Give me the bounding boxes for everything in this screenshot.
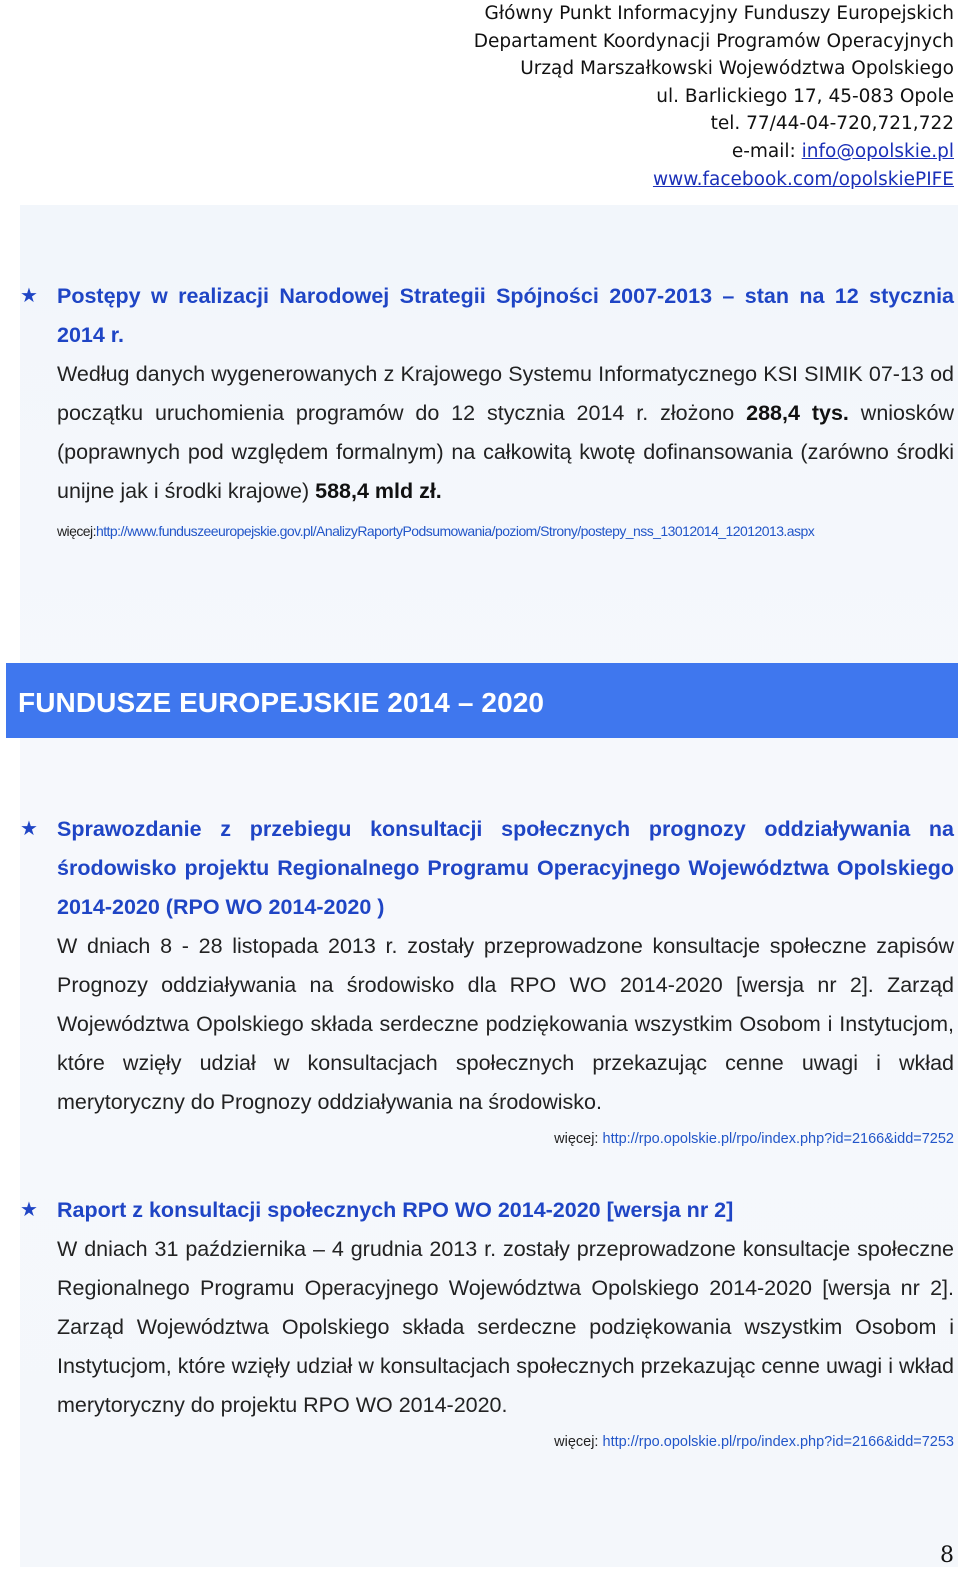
- funding-amount: 588,4 mld zł.: [315, 479, 442, 503]
- star-icon: ★: [20, 818, 38, 840]
- news-section-2: [0, 810, 960, 1150]
- more-line: [57, 520, 954, 542]
- page-number: 8: [940, 1543, 954, 1568]
- more-label: więcej:: [554, 1434, 603, 1450]
- more-line: [57, 1128, 954, 1150]
- more-link[interactable]: http://rpo.opolskie.pl/rpo/index.php?id=2166&idd=7252: [602, 1131, 954, 1147]
- header-department-line: Departament Koordynacji Programów Operacyjnych: [473, 30, 954, 52]
- news-item: [0, 1191, 960, 1453]
- header-office-line: Urząd Marszałkowski Województwa Opolskiego: [520, 58, 954, 80]
- header-org-line: Główny Punkt Informacyjny Funduszy Europejskich: [484, 3, 954, 24]
- more-label: więcej:: [554, 1131, 603, 1147]
- news-section-3: [0, 1191, 960, 1453]
- news-section-1: [0, 277, 960, 542]
- email-link[interactable]: info@opolskie.pl: [801, 140, 954, 162]
- header-email-line: [474, 138, 954, 166]
- more-line: [57, 1431, 954, 1453]
- news-item: [0, 277, 960, 542]
- news-body: W dniach 31 października – 4 grudnia 2013 r. zostały przeprowadzone konsultacje społeczne Regionalnego Programu Operacyjnego Województwa Opolskiego 2014-2020 [wersja nr 2]. Zarząd Województwa Opolskiego składa serdeczne podziękowania wszystkim Osobom i Instytucjom, które wzięły udział w konsultacjach społecznych przekazując cenne uwagi i wkład merytoryczny do projektu RPO WO 2014-2020.: [57, 1237, 954, 1417]
- header-phone-line: tel. 77/44-04-720,721,722: [710, 113, 954, 135]
- news-title: Raport z konsultacji społecznych RPO WO 2014-2020 [wersja nr 2]: [57, 1198, 734, 1222]
- facebook-link[interactable]: www.facebook.com/opolskiePIFE: [652, 168, 954, 190]
- header-address-line: ul. Barlickiego 17, 45-083 Opole: [656, 85, 954, 107]
- star-icon: ★: [20, 285, 38, 307]
- header-facebook-line: [474, 166, 954, 194]
- more-label: więcej:: [57, 523, 96, 539]
- news-body: W dniach 8 - 28 listopada 2013 r. zostały przeprowadzone konsultacje społeczne zapisów Prognozy oddziaływania na środowisko dla RPO WO 2014-2020 [wersja nr 2]. Zarząd Województwa Opolskiego składa serdeczne podziękowania wszystkim Osobom i Instytucjom, które wzięły udział w konsultacjach społecznych przekazując cenne uwagi i wkład merytoryczny do Prognozy oddziaływania na środowisko.: [57, 934, 954, 1114]
- contact-header: [474, 0, 954, 193]
- email-label: e-mail:: [731, 140, 802, 162]
- more-link[interactable]: http://www.funduszeeuropejskie.gov.pl/AnalizyRaportyPodsumowania/poziom/Strony/postepy_nss_13012014_12012013.aspx: [95, 523, 815, 539]
- applications-count: 288,4 tys.: [746, 401, 849, 425]
- star-icon: ★: [20, 1199, 38, 1221]
- more-link[interactable]: http://rpo.opolskie.pl/rpo/index.php?id=2166&idd=7253: [602, 1434, 954, 1450]
- news-title: Sprawozdanie z przebiegu konsultacji społecznych prognozy oddziaływania na środowisko projektu Regionalnego Programu Operacyjnego Województwa Opolskiego 2014-2020 (RPO WO 2014-2020 ): [57, 817, 954, 919]
- news-title: Postępy w realizacji Narodowej Strategii Spójności 2007-2013 – stan na 12 stycznia 2014 r.: [57, 284, 954, 347]
- banner-title: FUNDUSZE EUROPEJSKIE 2014 – 2020: [18, 687, 545, 718]
- news-item: [0, 810, 960, 1150]
- news-body: Według danych wygenerowanych z Krajowego Systemu Informatycznego KSI SIMIK 07-13 od początku uruchomienia programów do 12 stycznia 2014 r. złożono 288,4 tys. wniosków (poprawnych pod względem formalnym) na całkowitą kwotę dofinansowania (zarówno środki unijne jak i środki krajowe) 588,4 mld zł.: [57, 362, 954, 503]
- section-banner: [6, 663, 958, 738]
